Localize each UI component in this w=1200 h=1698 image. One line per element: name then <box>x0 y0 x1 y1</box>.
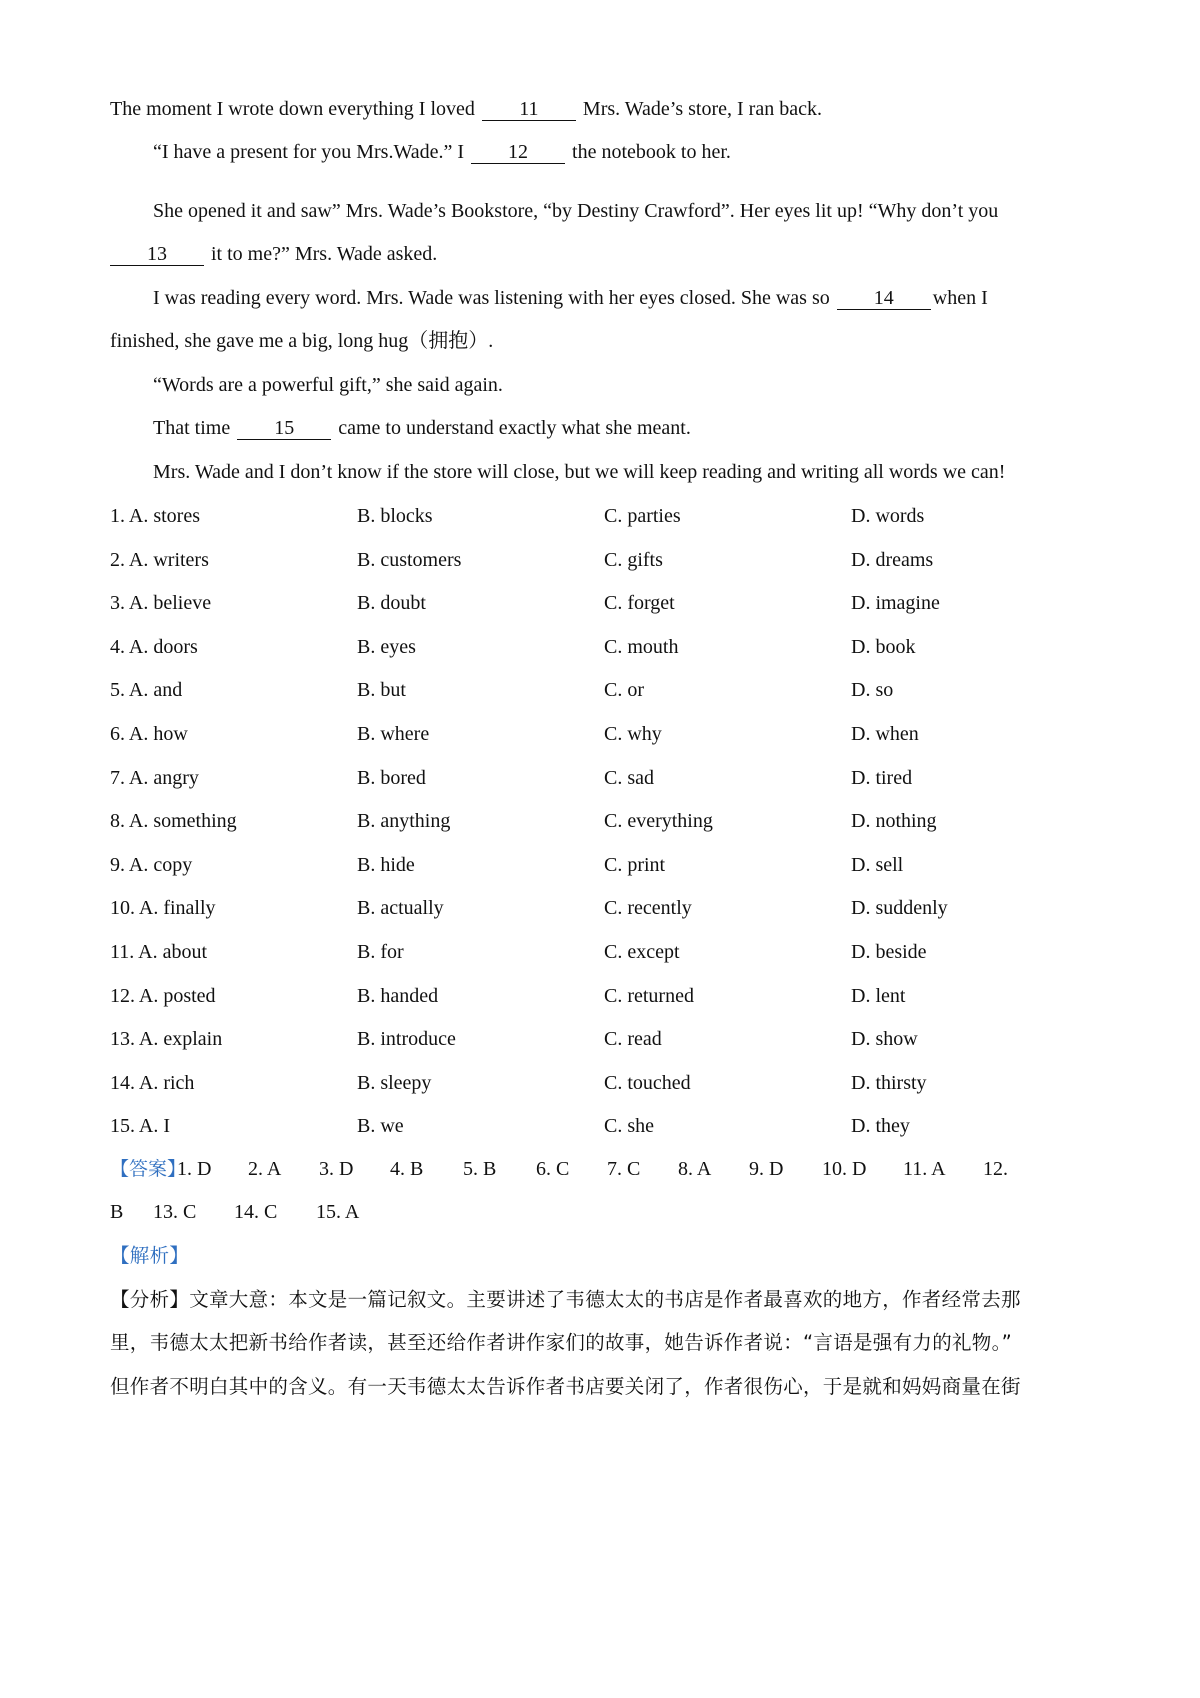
option-a: 13. A. explain <box>110 1028 223 1051</box>
answer-item: 9. D <box>749 1158 784 1180</box>
option-b: B. actually <box>357 897 444 920</box>
passage-text: the notebook to her. <box>567 141 731 163</box>
answer-row-1 <box>110 1156 1100 1182</box>
option-d: D. so <box>851 679 894 702</box>
option-a: 8. A. something <box>110 810 237 833</box>
option-c: C. read <box>604 1028 662 1051</box>
answer-item: 15. A <box>316 1201 360 1223</box>
question-row <box>110 721 1090 747</box>
question-row <box>110 634 1090 660</box>
passage-line-quote <box>153 372 503 398</box>
analysis-line-3 <box>110 1374 1021 1400</box>
question-row <box>110 1113 1090 1139</box>
passage-text: came to understand exactly what she meant. <box>333 417 691 439</box>
analysis-line-1 <box>110 1287 1021 1313</box>
option-c: C. print <box>604 853 666 876</box>
option-c: C. except <box>604 941 680 963</box>
answer-item: 4. B <box>390 1158 424 1180</box>
answer-item: B <box>110 1201 124 1223</box>
option-d: D. they <box>851 1115 910 1138</box>
option-a: 10. A. finally <box>110 897 216 920</box>
option-c: C. she <box>604 1115 654 1138</box>
option-c: C. parties <box>604 505 681 527</box>
answer-item: 13. C <box>153 1201 197 1223</box>
option-d: D. dreams <box>851 548 934 571</box>
option-b: B. sleepy <box>357 1071 432 1094</box>
passage-text: I was reading every word. Mrs. Wade was listening with her eyes closed. She was so <box>153 287 835 309</box>
blank-15: 15 <box>237 417 331 440</box>
option-d: D. sell <box>851 853 904 876</box>
option-d: D. thirsty <box>851 1071 927 1094</box>
passage-text: That time <box>153 417 236 439</box>
passage-text: “Words are a powerful gift,” she said again. <box>153 374 503 396</box>
answer-item: 3. D <box>319 1158 354 1180</box>
option-a: 15. A. I <box>110 1115 170 1138</box>
question-row <box>110 1070 1090 1096</box>
option-c: C. mouth <box>604 635 679 658</box>
option-a: 14. A. rich <box>110 1071 195 1094</box>
passage-text: finished, she gave me a big, long hug（拥抱）. <box>110 330 494 352</box>
option-b: B. doubt <box>357 592 426 615</box>
option-d: D. lent <box>851 984 906 1007</box>
option-b: B. but <box>357 679 406 702</box>
analysis-line-2 <box>110 1330 1012 1356</box>
option-c: C. why <box>604 723 662 745</box>
question-row <box>110 895 1090 921</box>
passage-line-14a <box>153 285 988 311</box>
option-d: D. suddenly <box>851 897 948 920</box>
analysis-text: 但作者不明白其中的含义。有一天韦德太太告诉作者书店要关闭了，作者很伤心，于是就和妈妈商量在街 <box>110 1375 1021 1398</box>
option-b: B. handed <box>357 984 439 1007</box>
question-row <box>110 1026 1090 1052</box>
question-row <box>110 852 1090 878</box>
answer-row-2 <box>110 1199 1100 1225</box>
question-row <box>110 808 1090 834</box>
option-c: C. recently <box>604 897 692 920</box>
passage-text: Mrs. Wade and I don’t know if the store will close, but we will keep reading and writing all words we can! <box>153 461 1006 483</box>
question-row <box>110 590 1090 616</box>
passage-text: when I <box>932 287 988 309</box>
passage-line-13b <box>110 241 437 267</box>
answer-item: 11. A <box>903 1158 946 1180</box>
option-a: 5. A. and <box>110 679 183 702</box>
blank-14: 14 <box>837 287 931 310</box>
option-a: 2. A. writers <box>110 548 209 571</box>
answer-item: 14. C <box>234 1201 278 1223</box>
option-c: C. sad <box>604 766 654 789</box>
option-b: B. where <box>357 723 430 745</box>
answer-item: 1. D <box>177 1158 212 1180</box>
passage-line-13a <box>153 198 998 224</box>
question-row <box>110 677 1090 703</box>
option-c: C. gifts <box>604 548 663 571</box>
passage-text: it to me?” Mrs. Wade asked. <box>206 243 438 265</box>
answer-item: 5. B <box>463 1158 497 1180</box>
option-b: B. blocks <box>357 505 433 527</box>
passage-text: She opened it and saw” Mrs. Wade’s Bookstore, “by Destiny Crawford”. Her eyes lit up! “Why don’t you <box>153 200 999 222</box>
option-c: C. forget <box>604 592 675 615</box>
option-d: D. show <box>851 1028 918 1051</box>
option-a: 1. A. stores <box>110 505 200 527</box>
blank-11: 11 <box>482 98 576 121</box>
passage-line-11 <box>110 96 822 122</box>
question-row <box>110 547 1090 573</box>
answer-tag: 【答案】 <box>110 1158 187 1180</box>
option-d: D. book <box>851 635 916 658</box>
option-d: D. when <box>851 723 919 745</box>
analysis-text: 文章大意：本文是一篇记叙文。主要讲述了韦德太太的书店是作者最喜欢的地方，作者经常去那 <box>189 1288 1021 1311</box>
passage-text: “I have a present for you Mrs.Wade.” I <box>153 141 470 163</box>
answer-item: 6. C <box>536 1158 570 1180</box>
option-b: B. introduce <box>357 1028 456 1051</box>
option-a: 3. A. believe <box>110 592 212 615</box>
option-b: B. hide <box>357 853 415 876</box>
passage-text: Mrs. Wade’s store, I ran back. <box>577 98 822 120</box>
option-d: D. words <box>851 505 925 527</box>
answer-item: 8. A <box>678 1158 712 1180</box>
option-d: D. imagine <box>851 592 940 615</box>
option-a: 7. A. angry <box>110 766 199 789</box>
option-a: 9. A. copy <box>110 853 193 876</box>
analysis-label: 【分析】 <box>110 1288 190 1311</box>
option-d: D. beside <box>851 941 927 963</box>
answer-item: 2. A <box>248 1158 282 1180</box>
blank-13: 13 <box>110 243 204 266</box>
option-c: C. touched <box>604 1071 691 1094</box>
option-b: B. anything <box>357 810 451 833</box>
question-row <box>110 983 1090 1009</box>
option-b: B. bored <box>357 766 426 789</box>
option-b: B. eyes <box>357 635 416 658</box>
analysis-text: 里，韦德太太把新书给作者读，甚至还给作者讲作家们的故事，她告诉作者说：“言语是强有力的礼物。” <box>110 1331 1013 1354</box>
option-a: 4. A. doors <box>110 635 198 658</box>
option-c: C. everything <box>604 810 713 833</box>
option-c: C. or <box>604 679 644 702</box>
option-b: B. for <box>357 941 404 963</box>
option-a: 6. A. how <box>110 723 188 745</box>
passage-line-14b <box>110 328 493 354</box>
passage-text: The moment I wrote down everything I loved <box>110 98 480 120</box>
answer-item: 12. <box>983 1158 1008 1180</box>
option-b: B. we <box>357 1115 404 1138</box>
option-d: D. tired <box>851 766 913 789</box>
passage-line-15 <box>153 415 691 441</box>
option-b: B. customers <box>357 548 462 571</box>
blank-12: 12 <box>471 141 565 164</box>
option-a: 11. A. about <box>110 941 208 963</box>
question-row <box>110 765 1090 791</box>
question-row <box>110 503 1090 529</box>
option-c: C. returned <box>604 984 694 1007</box>
answer-item: 7. C <box>607 1158 641 1180</box>
passage-line-12 <box>153 139 731 165</box>
passage-line-final <box>153 459 1005 485</box>
answer-item: 10. D <box>822 1158 867 1180</box>
option-a: 12. A. posted <box>110 984 216 1007</box>
analysis-tag: 【解析】 <box>110 1244 190 1267</box>
question-row <box>110 939 1090 965</box>
option-d: D. nothing <box>851 810 937 833</box>
